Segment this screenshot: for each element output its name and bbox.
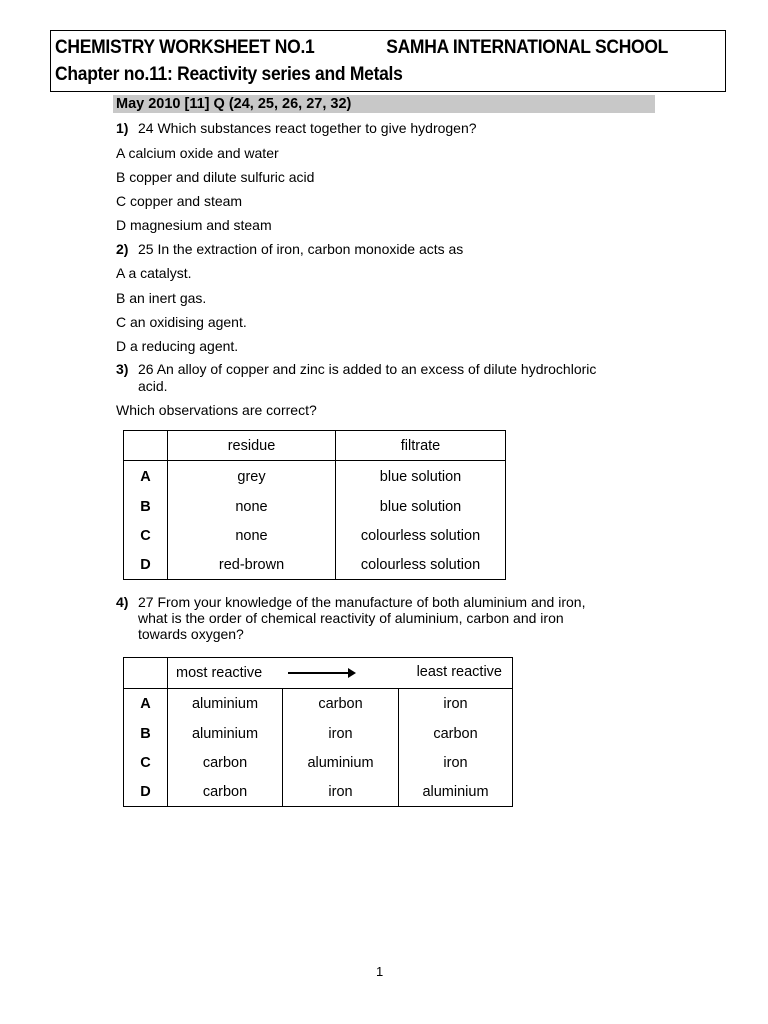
option-c: C an oxidising agent. <box>116 314 247 330</box>
table-row <box>124 493 506 522</box>
option-letter: A <box>124 689 168 720</box>
arrow-right-icon <box>288 672 354 674</box>
question-text: 25 In the extraction of iron, carbon monoxide acts as <box>138 241 464 257</box>
session-heading: May 2010 [11] Q (24, 25, 26, 27, 32) <box>113 95 655 113</box>
empty-header-cell <box>124 431 168 461</box>
question-prompt: Which observations are correct? <box>116 402 317 418</box>
reactivity-cell: aluminium <box>168 720 283 749</box>
option-b: B copper and dilute sulfuric acid <box>116 169 315 185</box>
filtrate-cell: blue solution <box>336 461 506 493</box>
question-text: 24 Which substances react together to give hydrogen? <box>138 120 477 136</box>
question-number: 1) <box>116 120 129 136</box>
most-reactive-label: most reactive <box>176 665 263 681</box>
reactivity-table <box>123 657 513 807</box>
question-3 <box>116 361 596 378</box>
table-row <box>124 551 506 580</box>
option-b: B an inert gas. <box>116 290 207 306</box>
chapter-title: Chapter no.11: Reactivity series and Metals <box>55 64 403 85</box>
option-letter: D <box>124 778 168 807</box>
question-4 <box>116 594 585 611</box>
reactivity-cell: carbon <box>399 720 513 749</box>
page-number: 1 <box>376 964 384 979</box>
table-row <box>124 720 513 749</box>
question-text-continued: what is the order of chemical reactivity of aluminium, carbon and iron <box>138 610 564 626</box>
header-title-line <box>55 37 669 59</box>
reactivity-cell: aluminium <box>283 749 399 778</box>
reactivity-header <box>168 658 513 689</box>
table-row <box>124 689 513 720</box>
table-row <box>124 749 513 778</box>
question-text-continued: towards oxygen? <box>138 626 244 642</box>
option-d: D a reducing agent. <box>116 338 239 354</box>
table-header-row <box>124 431 506 461</box>
table-row <box>124 778 513 807</box>
filtrate-cell: blue solution <box>336 493 506 522</box>
question-number: 4) <box>116 594 129 610</box>
question-text: 26 An alloy of copper and zinc is added to an excess of dilute hydrochloric <box>138 361 597 377</box>
column-header: filtrate <box>336 431 506 461</box>
school-name: SAMHA INTERNATIONAL SCHOOL <box>386 37 669 58</box>
reactivity-cell: iron <box>283 720 399 749</box>
question-2 <box>116 241 463 258</box>
question-1 <box>116 120 477 137</box>
reactivity-cell: iron <box>399 749 513 778</box>
reactivity-cell: carbon <box>283 689 399 720</box>
table-header-row <box>124 658 513 689</box>
option-letter: C <box>124 749 168 778</box>
reactivity-cell: aluminium <box>399 778 513 807</box>
worksheet-header <box>50 30 726 92</box>
reactivity-cell: carbon <box>168 778 283 807</box>
least-reactive-label: least reactive <box>416 664 502 680</box>
table-row <box>124 461 506 493</box>
option-a: A a catalyst. <box>116 265 192 281</box>
table-row <box>124 522 506 551</box>
option-d: D magnesium and steam <box>116 217 272 233</box>
option-c: C copper and steam <box>116 193 243 209</box>
question-text-continued: acid. <box>138 378 168 394</box>
reactivity-cell: aluminium <box>168 689 283 720</box>
option-a: A calcium oxide and water <box>116 145 279 161</box>
filtrate-cell: colourless solution <box>336 551 506 580</box>
filtrate-cell: colourless solution <box>336 522 506 551</box>
option-letter: A <box>124 461 168 493</box>
option-letter: C <box>124 522 168 551</box>
residue-cell: none <box>168 522 336 551</box>
question-number: 3) <box>116 361 129 377</box>
question-number: 2) <box>116 241 129 257</box>
worksheet-title: CHEMISTRY WORKSHEET NO.1 <box>55 37 315 58</box>
residue-cell: none <box>168 493 336 522</box>
reactivity-cell: carbon <box>168 749 283 778</box>
reactivity-cell: iron <box>399 689 513 720</box>
column-header: residue <box>168 431 336 461</box>
empty-header-cell <box>124 658 168 689</box>
reactivity-cell: iron <box>283 778 399 807</box>
option-letter: B <box>124 720 168 749</box>
option-letter: D <box>124 551 168 580</box>
residue-cell: red-brown <box>168 551 336 580</box>
residue-cell: grey <box>168 461 336 493</box>
option-letter: B <box>124 493 168 522</box>
question-text: 27 From your knowledge of the manufacture of both aluminium and iron, <box>138 594 586 610</box>
observations-table <box>123 430 506 580</box>
